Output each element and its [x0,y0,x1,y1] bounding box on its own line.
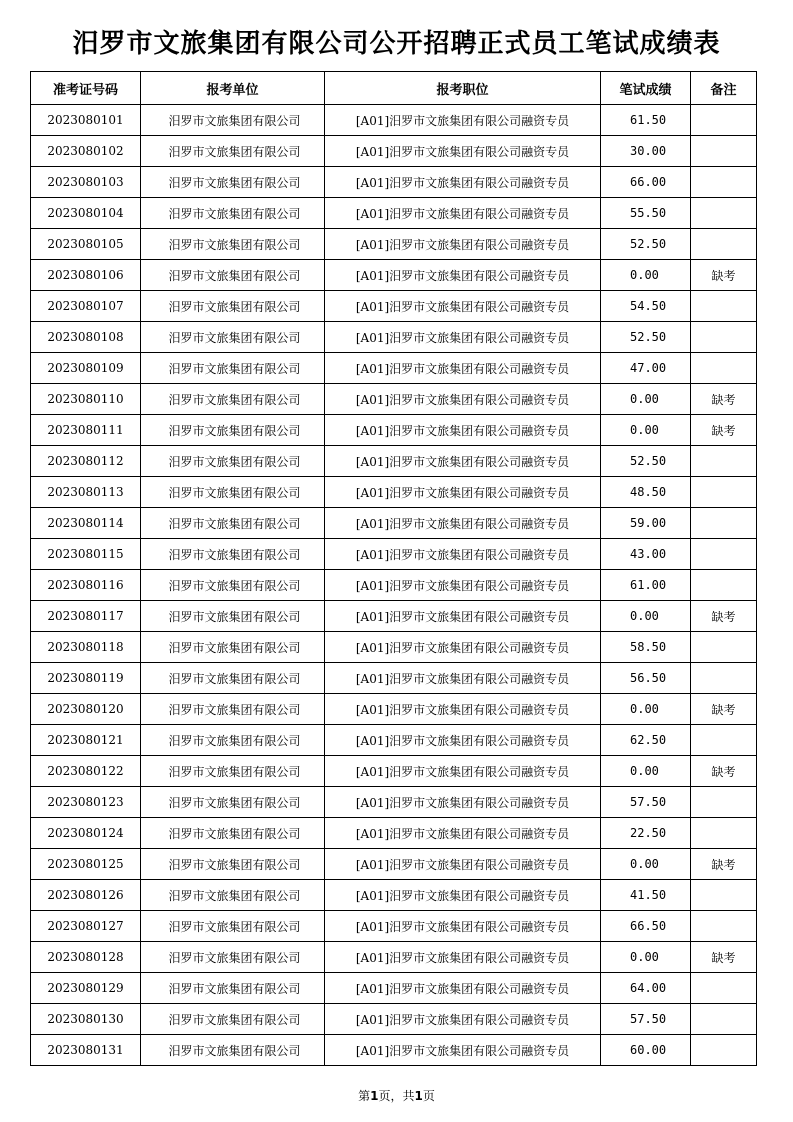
cell-score: 0.00 [601,384,691,415]
cell-unit: 汨罗市文旅集团有限公司 [141,446,325,477]
cell-score: 0.00 [601,849,691,880]
cell-unit: 汨罗市文旅集团有限公司 [141,911,325,942]
cell-note: 缺考 [691,849,757,880]
table-row [31,787,757,818]
table-row [31,725,757,756]
cell-position: [A01]汨罗市文旅集团有限公司融资专员 [325,849,601,880]
cell-position: [A01]汨罗市文旅集团有限公司融资专员 [325,136,601,167]
table-header-row [31,72,757,105]
cell-unit: 汨罗市文旅集团有限公司 [141,1004,325,1035]
cell-unit: 汨罗市文旅集团有限公司 [141,291,325,322]
cell-score: 0.00 [601,942,691,973]
cell-position: [A01]汨罗市文旅集团有限公司融资专员 [325,1004,601,1035]
cell-note [691,539,757,570]
cell-unit: 汨罗市文旅集团有限公司 [141,694,325,725]
cell-unit: 汨罗市文旅集团有限公司 [141,849,325,880]
cell-exam-id: 2023080117 [31,601,141,632]
cell-unit: 汨罗市文旅集团有限公司 [141,570,325,601]
cell-note [691,229,757,260]
header-note: 备注 [691,72,757,105]
cell-note [691,787,757,818]
table-row [31,446,757,477]
cell-exam-id: 2023080115 [31,539,141,570]
cell-note [691,136,757,167]
cell-position: [A01]汨罗市文旅集团有限公司融资专员 [325,818,601,849]
cell-score: 41.50 [601,880,691,911]
cell-score: 55.50 [601,198,691,229]
cell-position: [A01]汨罗市文旅集团有限公司融资专员 [325,415,601,446]
cell-exam-id: 2023080112 [31,446,141,477]
cell-note [691,818,757,849]
cell-note: 缺考 [691,601,757,632]
cell-exam-id: 2023080119 [31,663,141,694]
cell-exam-id: 2023080111 [31,415,141,446]
cell-score: 61.50 [601,105,691,136]
cell-note [691,105,757,136]
cell-unit: 汨罗市文旅集团有限公司 [141,539,325,570]
cell-exam-id: 2023080102 [31,136,141,167]
cell-position: [A01]汨罗市文旅集团有限公司融资专员 [325,1035,601,1066]
cell-exam-id: 2023080124 [31,818,141,849]
cell-unit: 汨罗市文旅集团有限公司 [141,322,325,353]
cell-position: [A01]汨罗市文旅集团有限公司融资专员 [325,880,601,911]
cell-unit: 汨罗市文旅集团有限公司 [141,880,325,911]
cell-position: [A01]汨罗市文旅集团有限公司融资专员 [325,570,601,601]
cell-score: 57.50 [601,787,691,818]
cell-position: [A01]汨罗市文旅集团有限公司融资专员 [325,725,601,756]
cell-unit: 汨罗市文旅集团有限公司 [141,198,325,229]
table-row [31,167,757,198]
cell-unit: 汨罗市文旅集团有限公司 [141,136,325,167]
cell-score: 61.00 [601,570,691,601]
cell-note [691,663,757,694]
cell-note [691,570,757,601]
cell-exam-id: 2023080128 [31,942,141,973]
cell-unit: 汨罗市文旅集团有限公司 [141,415,325,446]
table-row [31,942,757,973]
cell-score: 47.00 [601,353,691,384]
cell-exam-id: 2023080110 [31,384,141,415]
cell-unit: 汨罗市文旅集团有限公司 [141,353,325,384]
cell-exam-id: 2023080126 [31,880,141,911]
table-row [31,1004,757,1035]
table-row [31,198,757,229]
scores-table [30,71,757,1066]
cell-note: 缺考 [691,756,757,787]
cell-note [691,291,757,322]
cell-position: [A01]汨罗市文旅集团有限公司融资专员 [325,539,601,570]
cell-note [691,322,757,353]
cell-exam-id: 2023080118 [31,632,141,663]
footer-total-pages: 1 [414,1089,423,1103]
cell-score: 66.50 [601,911,691,942]
table-row [31,322,757,353]
table-row [31,353,757,384]
cell-note [691,1035,757,1066]
cell-position: [A01]汨罗市文旅集团有限公司融资专员 [325,508,601,539]
table-row [31,849,757,880]
cell-note [691,167,757,198]
cell-position: [A01]汨罗市文旅集团有限公司融资专员 [325,198,601,229]
cell-position: [A01]汨罗市文旅集团有限公司融资专员 [325,694,601,725]
table-row [31,663,757,694]
table-body [31,105,757,1066]
cell-score: 0.00 [601,694,691,725]
table-row [31,601,757,632]
page-title: 汨罗市文旅集团有限公司公开招聘正式员工笔试成绩表 [72,29,721,59]
cell-position: [A01]汨罗市文旅集团有限公司融资专员 [325,756,601,787]
cell-position: [A01]汨罗市文旅集团有限公司融资专员 [325,663,601,694]
cell-unit: 汨罗市文旅集团有限公司 [141,756,325,787]
cell-unit: 汨罗市文旅集团有限公司 [141,601,325,632]
cell-note: 缺考 [691,694,757,725]
header-unit: 报考单位 [141,72,325,105]
footer-page-number: 1 [370,1089,379,1103]
cell-position: [A01]汨罗市文旅集团有限公司融资专员 [325,291,601,322]
cell-note [691,725,757,756]
header-score: 笔试成绩 [601,72,691,105]
table-row [31,818,757,849]
cell-note: 缺考 [691,415,757,446]
cell-exam-id: 2023080106 [31,260,141,291]
cell-position: [A01]汨罗市文旅集团有限公司融资专员 [325,322,601,353]
cell-exam-id: 2023080114 [31,508,141,539]
cell-score: 52.50 [601,446,691,477]
cell-exam-id: 2023080116 [31,570,141,601]
cell-exam-id: 2023080103 [31,167,141,198]
table-row [31,291,757,322]
cell-score: 52.50 [601,322,691,353]
cell-note [691,911,757,942]
cell-note [691,477,757,508]
cell-score: 60.00 [601,1035,691,1066]
table-row [31,694,757,725]
table-row [31,880,757,911]
table-row [31,632,757,663]
cell-position: [A01]汨罗市文旅集团有限公司融资专员 [325,353,601,384]
table-row [31,260,757,291]
cell-position: [A01]汨罗市文旅集团有限公司融资专员 [325,229,601,260]
cell-exam-id: 2023080125 [31,849,141,880]
table-row [31,539,757,570]
cell-position: [A01]汨罗市文旅集团有限公司融资专员 [325,942,601,973]
cell-position: [A01]汨罗市文旅集团有限公司融资专员 [325,477,601,508]
cell-unit: 汨罗市文旅集团有限公司 [141,973,325,1004]
cell-score: 59.00 [601,508,691,539]
header-exam-id: 准考证号码 [31,72,141,105]
cell-score: 22.50 [601,818,691,849]
cell-position: [A01]汨罗市文旅集团有限公司融资专员 [325,167,601,198]
table-row [31,384,757,415]
cell-position: [A01]汨罗市文旅集团有限公司融资专员 [325,446,601,477]
cell-score: 57.50 [601,1004,691,1035]
cell-note [691,973,757,1004]
cell-note [691,508,757,539]
cell-position: [A01]汨罗市文旅集团有限公司融资专员 [325,911,601,942]
table-row [31,1035,757,1066]
cell-score: 56.50 [601,663,691,694]
cell-score: 43.00 [601,539,691,570]
cell-exam-id: 2023080120 [31,694,141,725]
cell-unit: 汨罗市文旅集团有限公司 [141,663,325,694]
page-footer [0,1087,793,1104]
cell-unit: 汨罗市文旅集团有限公司 [141,229,325,260]
cell-position: [A01]汨罗市文旅集团有限公司融资专员 [325,601,601,632]
cell-score: 0.00 [601,601,691,632]
cell-note [691,632,757,663]
cell-unit: 汨罗市文旅集团有限公司 [141,818,325,849]
cell-unit: 汨罗市文旅集团有限公司 [141,632,325,663]
cell-exam-id: 2023080107 [31,291,141,322]
cell-exam-id: 2023080121 [31,725,141,756]
cell-exam-id: 2023080130 [31,1004,141,1035]
cell-exam-id: 2023080127 [31,911,141,942]
cell-score: 48.50 [601,477,691,508]
table-row [31,911,757,942]
cell-note: 缺考 [691,942,757,973]
footer-middle: 页，共 [378,1089,415,1103]
footer-suffix: 页 [422,1089,435,1103]
cell-note [691,353,757,384]
cell-exam-id: 2023080101 [31,105,141,136]
cell-note: 缺考 [691,384,757,415]
cell-position: [A01]汨罗市文旅集团有限公司融资专员 [325,973,601,1004]
cell-score: 0.00 [601,260,691,291]
table-row [31,136,757,167]
table-row [31,415,757,446]
cell-exam-id: 2023080104 [31,198,141,229]
cell-score: 54.50 [601,291,691,322]
footer-prefix: 第 [358,1089,371,1103]
cell-score: 0.00 [601,415,691,446]
cell-exam-id: 2023080105 [31,229,141,260]
cell-unit: 汨罗市文旅集团有限公司 [141,787,325,818]
cell-note [691,880,757,911]
cell-unit: 汨罗市文旅集团有限公司 [141,508,325,539]
cell-exam-id: 2023080131 [31,1035,141,1066]
cell-position: [A01]汨罗市文旅集团有限公司融资专员 [325,260,601,291]
table-row [31,229,757,260]
cell-unit: 汨罗市文旅集团有限公司 [141,167,325,198]
table-row [31,570,757,601]
cell-score: 52.50 [601,229,691,260]
cell-unit: 汨罗市文旅集团有限公司 [141,260,325,291]
cell-score: 64.00 [601,973,691,1004]
cell-exam-id: 2023080108 [31,322,141,353]
cell-score: 0.00 [601,756,691,787]
cell-exam-id: 2023080122 [31,756,141,787]
header-position: 报考职位 [325,72,601,105]
cell-unit: 汨罗市文旅集团有限公司 [141,384,325,415]
cell-note [691,1004,757,1035]
cell-note [691,198,757,229]
cell-note: 缺考 [691,260,757,291]
cell-position: [A01]汨罗市文旅集团有限公司融资专员 [325,105,601,136]
cell-score: 62.50 [601,725,691,756]
cell-score: 58.50 [601,632,691,663]
cell-exam-id: 2023080123 [31,787,141,818]
table-row [31,973,757,1004]
cell-score: 66.00 [601,167,691,198]
cell-note [691,446,757,477]
table-row [31,105,757,136]
cell-unit: 汨罗市文旅集团有限公司 [141,105,325,136]
cell-unit: 汨罗市文旅集团有限公司 [141,942,325,973]
cell-score: 30.00 [601,136,691,167]
cell-exam-id: 2023080113 [31,477,141,508]
cell-exam-id: 2023080109 [31,353,141,384]
cell-position: [A01]汨罗市文旅集团有限公司融资专员 [325,384,601,415]
table-row [31,508,757,539]
cell-unit: 汨罗市文旅集团有限公司 [141,477,325,508]
cell-unit: 汨罗市文旅集团有限公司 [141,725,325,756]
cell-position: [A01]汨罗市文旅集团有限公司融资专员 [325,632,601,663]
cell-exam-id: 2023080129 [31,973,141,1004]
cell-position: [A01]汨罗市文旅集团有限公司融资专员 [325,787,601,818]
table-row [31,477,757,508]
table-row [31,756,757,787]
cell-unit: 汨罗市文旅集团有限公司 [141,1035,325,1066]
